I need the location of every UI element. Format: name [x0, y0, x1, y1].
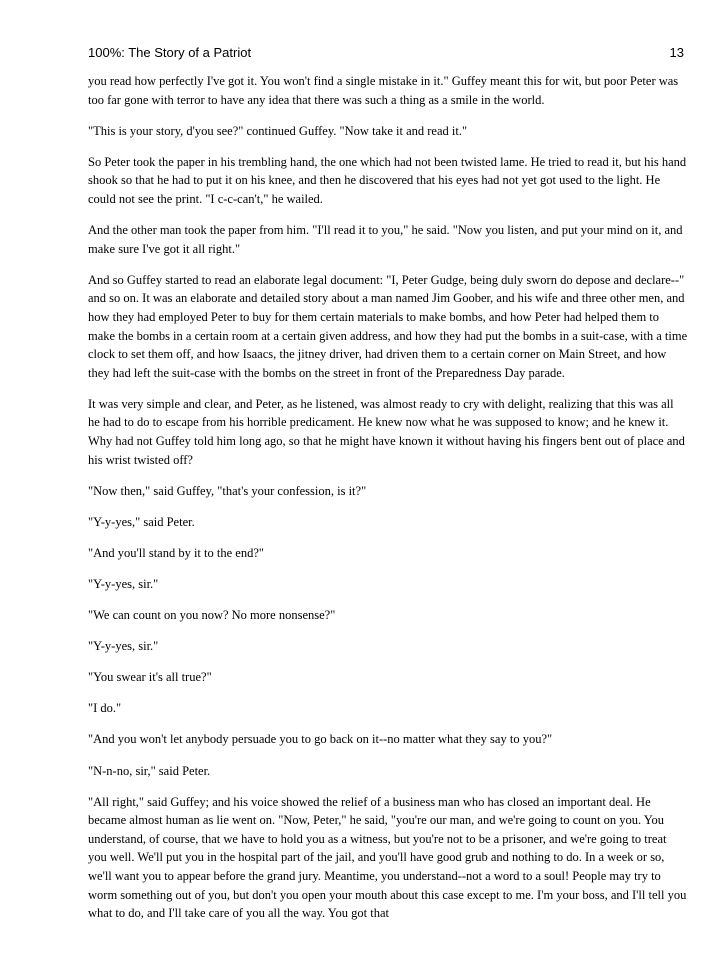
body-text	[88, 72, 688, 935]
paragraph: "Now then," said Guffey, "that's your confession, is it?"	[88, 483, 367, 498]
paragraph: It was very simple and clear, and Peter, as he listened, was almost ready to cry with delight, realizing that this was all he had to do to escape from his horrible predicament. He knew now what he was supposed to know; and he knew it. Why had not Guffey told him long ago, so that he might have known it without having his fingers bent out of place and his wrist twisted off?	[88, 396, 685, 467]
paragraph: "This is your story, d'you see?" continued Guffey. "Now take it and read it."	[88, 123, 468, 138]
paragraph: "All right," said Guffey; and his voice showed the relief of a business man who has closed an important deal. He became almost human as lie went on. "Now, Peter," he said, "you're our man, and we're going to count on you. You understand, of course, that we have to hold you as a witness, but you're not to be a prisoner, and we're going to treat you well. We'll put you in the hospital part of the jail, and you'll have good grub and nothing to do. In a week or so, we'll want you to appear before the grand jury. Meantime, you understand--not a word to a soul! People may try to worm something out of you, but don't you open your mouth about this case except to me. I'm your boss, and I'll tell you what to do, and I'll take care of you all the way. You got that	[88, 794, 687, 921]
page-number: 13	[669, 45, 684, 60]
paragraph: And the other man took the paper from him. "I'll read it to you," he said. "Now you listen, and put your mind on it, and make sure I've got it all right."	[88, 223, 683, 256]
paragraph: "Y-y-yes, sir."	[88, 576, 159, 591]
paragraph: "Y-y-yes," said Peter.	[88, 514, 195, 529]
book-title: 100%: The Story of a Patriot	[88, 45, 252, 60]
paragraph: "And you'll stand by it to the end?"	[88, 545, 264, 560]
running-header	[88, 44, 684, 62]
paragraph: "We can count on you now? No more nonsense?"	[88, 608, 336, 623]
paragraph: So Peter took the paper in his trembling hand, the one which had not been twisted lame. He tried to read it, but his hand shook so that he had to put it on his knee, and then he discovered that his eyes had not yet got used to the light. He could not see the print. "I c-c-can't," he wailed.	[88, 154, 687, 206]
paragraph: "Y-y-yes, sir."	[88, 639, 159, 654]
paragraph: "And you won't let anybody persuade you to go back on it--no matter what they say to you?"	[88, 732, 553, 747]
paragraph: And so Guffey started to read an elaborate legal document: "I, Peter Gudge, being duly sworn do depose and declare--" and so on. It was an elaborate and detailed story about a man named Jim Goober, and his wife and three other men, and how they had employed Peter to buy for them certain materials to make bombs, and how Peter had helped them to make the bombs in a certain room at a certain given address, and how they had put the bombs in a suit-case, with a time clock to set them off, and how Isaacs, the jitney driver, had driven them to a certain corner on Main Street, and how they had left the suit-case with the bombs on the street in front of the Preparedness Day parade.	[88, 272, 688, 380]
paragraph: "I do."	[88, 701, 122, 716]
paragraph: "N-n-no, sir," said Peter.	[88, 763, 211, 778]
paragraph: "You swear it's all true?"	[88, 670, 212, 685]
paragraph: you read how perfectly I've got it. You won't find a single mistake in it." Guffey meant this for wit, but poor Peter was too far gone with terror to have any idea that there was such a thing as a smile in the world.	[88, 74, 679, 107]
